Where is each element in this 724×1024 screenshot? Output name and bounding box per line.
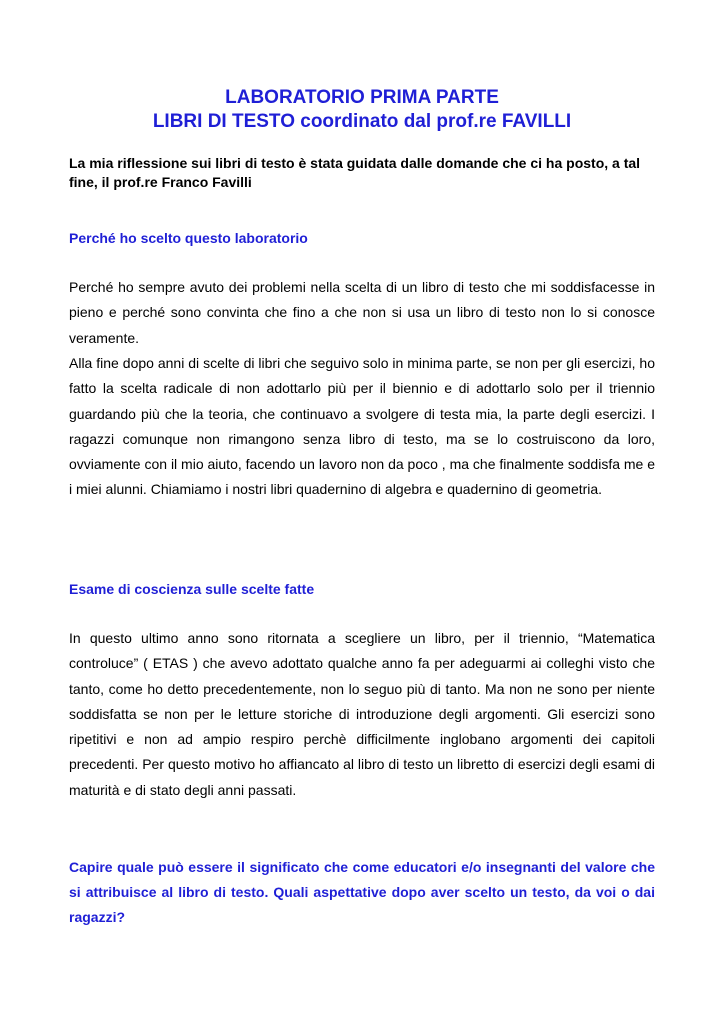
paragraph-esame: In questo ultimo anno sono ritornata a scegliere un libro, per il triennio, “Matematica controluce” ( ETAS ) che avevo adottato qualche anno fa per adeguarmi ai colleghi visto che tanto, come ho detto precedentemente, non lo seguo più di tanto. Ma non ne sono per niente soddisfatta se non per le letture storiche di introduzione degli argomenti. Gli esercizi sono ripetitivi e non ad ampio respiro perchè difficilmente inglobano argomenti dei capitoli precedenti. Per questo motivo ho affiancato al libro di testo un libretto di esercizi degli esami di maturità e di stato degli anni passati. — [69, 630, 655, 798]
intro-text: La mia riflessione sui libri di testo è stata guidata dalle domande che ci ha posto, a tal fine, il prof.re Franco Favilli — [69, 155, 641, 190]
paragraph-motivation: Perché ho sempre avuto dei problemi nella scelta di un libro di testo che mi soddisfacesse in pieno e perché sono convinta che fino a che non si usa un libro di testo non lo si conosce veramente. — [69, 279, 655, 346]
title-line-2: LIBRI DI TESTO coordinato dal prof.re FAVILLI — [152, 111, 572, 132]
section-heading-esame: Esame di coscienza sulle scelte fatte — [69, 581, 315, 597]
section-heading-laboratorio: Perché ho scelto questo laboratorio — [69, 230, 308, 246]
title-line-1: LABORATORIO PRIMA PARTE — [225, 87, 499, 108]
paragraph-scelte: Alla fine dopo anni di scelte di libri che seguivo solo in minima parte, se non per gli esercizi, ho fatto la scelta radicale di non adottarlo più per il biennio e di adottarlo solo per il triennio guardando più che la teoria, che continuavo a svolgere di testa mia, la parte degli esercizi. I ragazzi comunque non rimangono senza libro di testo, ma se lo costruiscono da loro, ovviamente con il mio aiuto, facendo un lavoro non da poco , ma che finalmente soddisfa me e i miei alunni. Chiamiamo i nostri libri quadernino di algebra e quadernino di geometria. — [69, 355, 656, 498]
question-text: Capire quale può essere il significato che come educatori e/o insegnanti del valore che si attribuisce al libro di testo. Quali aspettative dopo aver scelto un testo, da voi o dai ragazzi? — [69, 859, 655, 925]
